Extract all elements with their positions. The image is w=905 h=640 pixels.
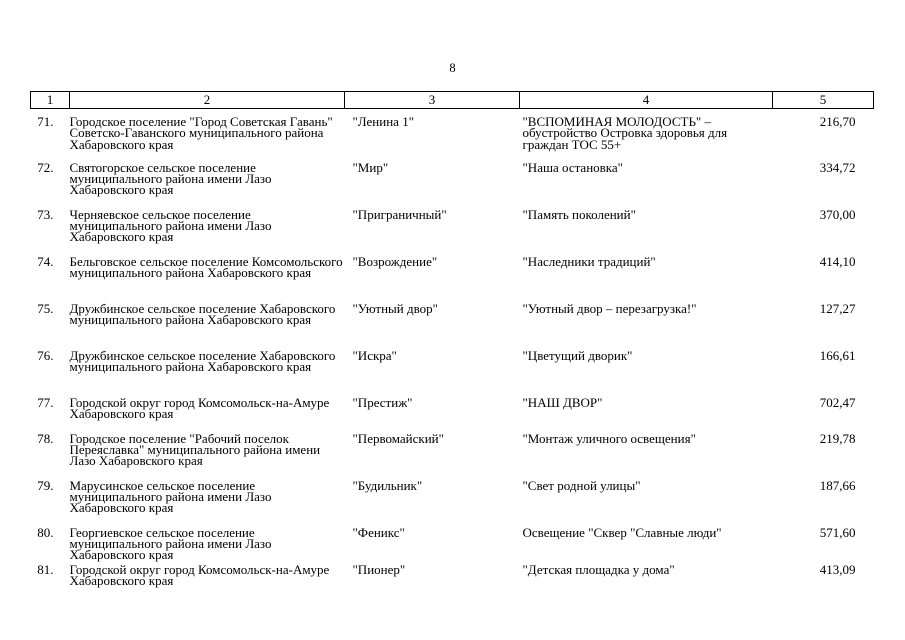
project-cell: "Свет родной улицы"	[522, 477, 641, 493]
municipality-cell: Городской округ город Комсомольск-на-Амуре Хабаровского края	[69, 561, 330, 588]
amount-cell: 702,47	[819, 394, 856, 410]
table-row	[31, 209, 874, 256]
project-cell: Освещение "Сквер "Славные люди"	[522, 524, 722, 540]
toz-cell: "Мир"	[352, 159, 389, 175]
municipality-cell: Черняевское сельское поселение муниципального района имени Лазо Хабаровского края	[69, 206, 272, 245]
amount-cell: 414,10	[819, 253, 856, 269]
table-row	[31, 480, 874, 527]
header-row	[31, 92, 874, 109]
project-cell: "Наследники традиций"	[522, 253, 656, 269]
row-number: 78.	[37, 430, 54, 446]
header-col-4: 4	[520, 92, 773, 109]
table-row	[31, 564, 874, 596]
project-cell: "Монтаж уличного освещения"	[522, 430, 696, 446]
municipality-cell: Святогорское сельское поселение муниципального района имени Лазо Хабаровского края	[69, 159, 272, 198]
municipality-cell: Бельговское сельское поселение Комсомольского муниципального района Хабаровского края	[69, 253, 343, 280]
table-row	[31, 350, 874, 397]
project-cell: "ВСПОМИНАЯ МОЛОДОСТЬ" – обустройство Островка здоровья для граждан ТОС 55+	[522, 114, 728, 152]
table-row	[31, 303, 874, 350]
toz-cell: "Возрождение"	[352, 253, 438, 269]
amount-cell: 166,61	[819, 347, 856, 363]
municipality-cell: Дружбинское сельское поселение Хабаровского муниципального района Хабаровского края	[69, 347, 336, 374]
table-row	[31, 162, 874, 209]
row-number: 73.	[37, 206, 54, 222]
header-col-5: 5	[773, 92, 874, 109]
toz-cell: "Престиж"	[352, 394, 413, 410]
amount-cell: 127,27	[819, 300, 856, 316]
toz-cell: "Феникс"	[352, 524, 405, 540]
amount-cell: 219,78	[819, 430, 856, 446]
toz-cell: "Приграничный"	[352, 206, 447, 222]
municipality-cell: Городской округ город Комсомольск-на-Амуре Хабаровского края	[69, 394, 330, 421]
table-row	[31, 109, 874, 162]
header-col-2: 2	[70, 92, 345, 109]
row-number: 77.	[37, 394, 54, 410]
table-body	[31, 109, 874, 596]
toz-cell: "Уютный двор"	[352, 300, 438, 316]
subsidy-table	[30, 91, 874, 596]
project-cell: "Наша остановка"	[522, 159, 623, 175]
page-number: 8	[449, 61, 456, 75]
row-number: 71.	[37, 114, 54, 129]
municipality-cell: Дружбинское сельское поселение Хабаровского муниципального района Хабаровского края	[69, 300, 336, 327]
amount-cell: 571,60	[819, 524, 856, 540]
row-number: 72.	[37, 159, 54, 175]
row-number: 79.	[37, 477, 54, 493]
project-cell: "НАШ ДВОР"	[522, 394, 603, 410]
toz-cell: "Ленина 1"	[352, 114, 415, 129]
toz-cell: "Искра"	[352, 347, 397, 363]
municipality-cell: Марусинское сельское поселение муниципального района имени Лазо Хабаровского края	[69, 477, 272, 516]
table-header	[31, 92, 874, 109]
amount-cell: 413,09	[819, 561, 856, 577]
table-row	[31, 433, 874, 480]
table-row	[31, 397, 874, 433]
row-number: 80.	[37, 524, 54, 540]
project-cell: "Цветущий дворик"	[522, 347, 633, 363]
header-col-1: 1	[31, 92, 70, 109]
project-cell: "Детская площадка у дома"	[522, 561, 675, 577]
table-row	[31, 256, 874, 303]
amount-cell: 334,72	[819, 159, 856, 175]
table-row	[31, 527, 874, 564]
municipality-cell: Георгиевское сельское поселение муниципального района имени Лазо Хабаровского края	[69, 524, 272, 563]
row-number: 74.	[37, 253, 54, 269]
row-number: 76.	[37, 347, 54, 363]
row-number: 81.	[37, 561, 54, 577]
toz-cell: "Пионер"	[352, 561, 406, 577]
toz-cell: "Первомайский"	[352, 430, 444, 446]
municipality-cell: Городское поселение "Город Советская Гавань" Советско-Гаванского муниципального района Хабаровского края	[69, 114, 333, 152]
municipality-cell: Городское поселение "Рабочий поселок Переяславка" муниципального района имени Лазо Хабаровского края	[69, 430, 321, 469]
header-col-3: 3	[345, 92, 520, 109]
amount-cell: 216,70	[819, 114, 856, 129]
toz-cell: "Будильник"	[352, 477, 423, 493]
amount-cell: 187,66	[819, 477, 856, 493]
row-number: 75.	[37, 300, 54, 316]
project-cell: "Память поколений"	[522, 206, 636, 222]
amount-cell: 370,00	[819, 206, 856, 222]
project-cell: "Уютный двор – перезагрузка!"	[522, 300, 697, 316]
